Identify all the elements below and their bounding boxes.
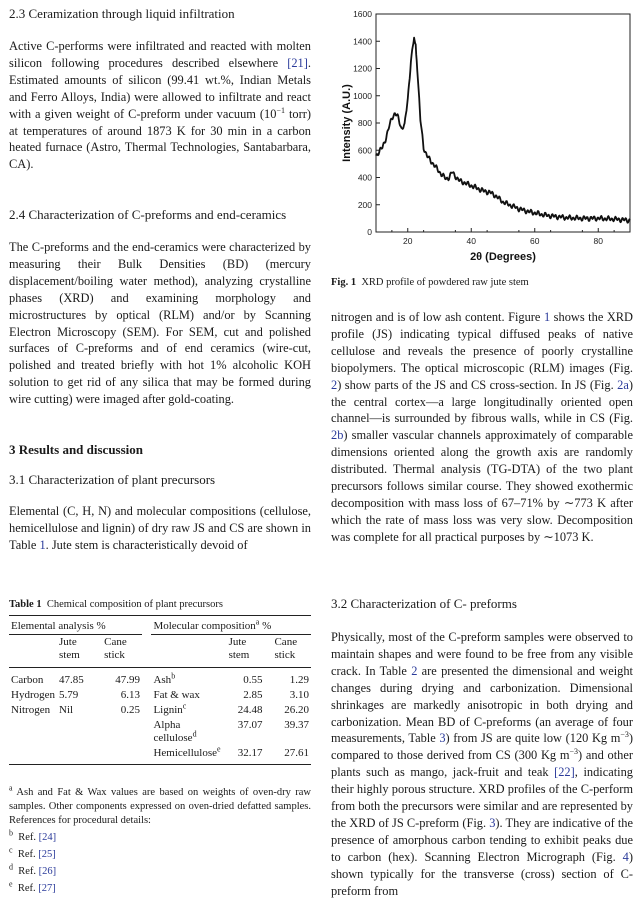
superscript: −1 — [276, 105, 285, 115]
xrd-series-line — [376, 38, 630, 223]
table-row — [9, 668, 311, 689]
citation-link[interactable]: 2a — [617, 377, 629, 392]
citation-link[interactable]: 4 — [622, 849, 629, 864]
text-run: ) from JS are quite low (120 Kg m — [445, 731, 621, 746]
table-cell — [9, 746, 57, 765]
table-cell: 0.25 — [120, 704, 140, 716]
section-3-2-paragraph — [331, 629, 633, 900]
y-tick-label: 1600 — [353, 9, 372, 19]
text-run: Elemental (C, H, N) and molecular compositions (cellulose, hemicellulose and lignin) of dry raw JS and CS are shown in Table — [9, 504, 311, 552]
table-cell: Carbon — [11, 674, 44, 686]
table-1-col-jute: Jute stem — [57, 635, 96, 668]
table-1-col-jute-2: Jute stem — [223, 635, 265, 668]
table-cell: 1.29 — [289, 674, 309, 686]
table-1 — [9, 615, 311, 765]
table-1-label: Table 1 — [9, 599, 42, 610]
footnote-ref: $^b$ Ref. [24] — [9, 828, 57, 843]
citation-link[interactable]: 1 — [39, 537, 46, 552]
table-cell: 2.85 — [243, 689, 263, 701]
table-cell — [142, 688, 151, 703]
table-cell: Nitrogen — [11, 704, 51, 716]
x-tick-label: 60 — [530, 236, 540, 246]
footnote-ref: $^e$ Ref. [27] — [9, 879, 56, 894]
table-cell: Lignin$^c$ — [153, 701, 187, 716]
text-run: ) shown typically for the transverse (cross) section of C-preform from — [331, 849, 633, 898]
table-row — [9, 703, 311, 718]
table-cell — [142, 668, 151, 689]
y-axis-label: Intensity (A.U.) — [341, 84, 353, 162]
figure-1-label: Fig. 1 — [331, 277, 357, 288]
table-cell: 0.55 — [243, 674, 263, 686]
section-3-1-paragraph — [9, 503, 311, 554]
table-cell — [96, 718, 142, 746]
table-cell: 37.07 — [237, 719, 263, 731]
text-run: torr) at temperatures of around 1873 K for 30 min in a carbon heated furnace (Astro, Thermal Technologies, Santabarbara, CA). — [9, 106, 311, 172]
citation-link[interactable]: 3 — [439, 731, 446, 746]
table-cell: Ash$^b$ — [153, 671, 176, 686]
table-cell: 27.61 — [264, 746, 311, 765]
y-tick-label: 800 — [357, 118, 372, 128]
y-tick-label: 1400 — [353, 36, 372, 47]
x-tick-label: 80 — [593, 236, 603, 246]
table-cell: Alpha cellulose$^d$ — [153, 719, 197, 744]
text-run: nitrogen and is of low ash content. Figure — [331, 310, 544, 324]
citation-link[interactable]: [26] — [38, 866, 57, 877]
table-cell — [142, 718, 151, 746]
text-run: The C-preforms and the end-ceramics were characterized by measuring their Bulk Densities (BD) (mercury displacement/boiling water method), analyzing crystalline phases (XRD) and examining morphology and microstructures by optical (RLM) and/or by Scanning Electron Microscopy (SEM). For SEM, cut and polished surfaces of C-preforms and of end ceramics (wire-cut, polished and treated briefly with hot 1% alcoholic KOH solution to get rid of any silica that may be formed during wire cutting) were imaged after gold-coating. — [9, 240, 311, 407]
section-2-3-paragraph — [9, 38, 311, 173]
text-run: ) compared to those derived from CS (300 Kg m — [331, 731, 633, 763]
footnote-ref: $^d$ Ref. [26] — [9, 862, 57, 877]
y-tick-label: 200 — [357, 199, 372, 210]
table-cell: Fat & wax — [153, 689, 200, 701]
text-run: , indicating their highly porous structure. XRD profiles of the C-perform from both the precursors were similar and are represented by the XRD of JS C-preform (Fig. — [331, 765, 633, 830]
citation-link[interactable]: [22] — [554, 765, 575, 780]
figure-1-caption-text: XRD profile of powdered raw jute stem — [361, 277, 529, 288]
citation-link[interactable]: 2b — [331, 428, 344, 443]
xrd-chart — [330, 0, 640, 270]
text-run: Active C-performs were infiltrated and reacted with molten silicon following procedures described elsewhere — [9, 39, 311, 70]
table-cell — [9, 718, 57, 746]
table-row — [9, 718, 311, 746]
citation-link[interactable]: 1 — [543, 310, 551, 324]
figure-1-caption — [331, 276, 633, 289]
section-2-4-heading: 2.4 Characterization of C-preforms and end-ceramics — [9, 207, 287, 222]
table-cell: 6.13 — [120, 689, 140, 701]
table-cell: 32.17 — [223, 746, 265, 765]
table-cell — [57, 718, 96, 746]
section-3-2-heading: 3.2 Characterization of C- preforms — [331, 596, 517, 611]
table-cell: Nil — [59, 704, 74, 716]
y-tick-label: 1200 — [353, 63, 372, 74]
text-run: . Estimated amounts of silicon (99.41 wt.%, Indian Metals and Ferro Alloys, India) were allowed to infiltrate and react with a given weight of C-preform under vacuum (10 — [9, 55, 311, 121]
citation-link[interactable]: 2 — [411, 663, 418, 678]
table-cell: 3.10 — [289, 689, 309, 701]
x-tick-label: 20 — [403, 236, 413, 246]
table-cell: 24.48 — [237, 704, 263, 716]
section-3-1-heading: 3.1 Characterization of plant precursors — [9, 472, 216, 487]
text-run: are presented the dimensional and weight changes during drying and carbonization. Dimensional shrinkages are markedly anisotropic in both drying and carbonization. Mean BD of C-preforms (an average of four measurements, Table — [331, 663, 633, 746]
table-cell: 26.20 — [284, 704, 309, 716]
text-run: ) and other plants such as mango, jack-fruit and teak — [331, 748, 634, 780]
table-cell: Hemicellulose$^e$ — [151, 746, 222, 765]
y-tick-label: 400 — [357, 172, 372, 183]
text-run: ). They are indicative of the presence of amorphous carbon tending to exhibit peaks due to carbon (hex). Scanning Electron Micrograph (Fig. — [331, 815, 634, 864]
table-row — [9, 746, 311, 765]
table-1-col-cane-2: Cane stick — [264, 635, 311, 668]
superscript: −3 — [620, 730, 629, 740]
table-1-group-molecular: Molecular composition$^a$ % — [151, 616, 311, 635]
y-tick-label: 0 — [367, 227, 372, 237]
citation-link[interactable]: [21] — [287, 55, 308, 70]
table-cell: 39.37 — [284, 719, 309, 731]
table-1-footnotes — [9, 783, 311, 896]
table-cell: Hydrogen — [11, 689, 55, 701]
y-tick-label: 1000 — [353, 90, 372, 101]
section-3-heading: 3 Results and discussion — [9, 442, 144, 457]
citation-link[interactable]: [25] — [38, 849, 56, 860]
citation-link[interactable]: [27] — [38, 883, 56, 894]
citation-link[interactable]: 3 — [489, 815, 496, 830]
x-axis-label: 2θ (Degrees) — [470, 251, 536, 263]
section-2-4-paragraph — [9, 239, 311, 408]
table-cell: 5.79 — [59, 689, 79, 701]
section-2-3-heading: 2.3 Ceramization through liquid infiltration — [9, 6, 235, 21]
table-cell: 47.85 — [59, 674, 84, 686]
text-run: ) show parts of the JS and CS cross-section. In JS (Fig. — [337, 377, 618, 392]
superscript: −3 — [569, 747, 579, 757]
footnote-a: $^a$ Ash and Fat & Wax values are based on weights of oven-dry raw samples. Other components expressed on oven-dried defatted samples. References for procedural details: — [9, 783, 311, 826]
table-cell — [96, 746, 142, 765]
x-tick-label: 40 — [466, 236, 476, 246]
table-row — [9, 688, 311, 703]
citation-link[interactable]: [24] — [38, 832, 57, 843]
text-run: shows the XRD profile (JS) indicating typical diffused peaks of native cellulose and reveals the presence of poorly crystalline biopolymers. The optical microscopic (RLM) images (Fig. — [331, 310, 633, 375]
table-1-group-elemental: Elemental analysis % — [9, 616, 142, 635]
text-run: Physically, most of the C-preform samples were observed to maintain shapes and were found to be free from any visible crack. In Table — [331, 630, 633, 678]
citation-link[interactable]: 2 — [331, 377, 338, 392]
table-cell — [57, 746, 96, 765]
footnote-ref: $^c$ Ref. [25] — [9, 845, 56, 860]
table-1-caption-text: Chemical composition of plant precursors — [46, 599, 223, 610]
table-cell: 47.99 — [115, 674, 140, 686]
text-run: ) the central cortex—a large longitudinally oriented open channel—is surrounded by fibrous walls, while in CS (Fig. — [331, 377, 633, 426]
text-run: ) smaller vascular channels approximately of comparable dimensions oriented along the growth axis are randomly distributed. Thermal analysis (TG-DTA) of the two plant precursors follows similar course. They showed exothermic decomposition with mass loss of 67–71% by ∼773 K after which the rate of mass loss was very slow. Decomposition was complete for all practical purposes by ∼1073 K. — [331, 428, 633, 544]
results-paragraph-continued — [331, 309, 633, 546]
y-tick-label: 600 — [357, 145, 372, 156]
table-cell — [142, 703, 151, 718]
table-cell — [142, 746, 151, 765]
table-1-caption — [9, 598, 311, 611]
text-run: . Jute stem is characteristically devoid of — [45, 537, 248, 552]
plot-frame — [376, 14, 630, 232]
table-1-col-cane: Cane stick — [96, 635, 142, 668]
